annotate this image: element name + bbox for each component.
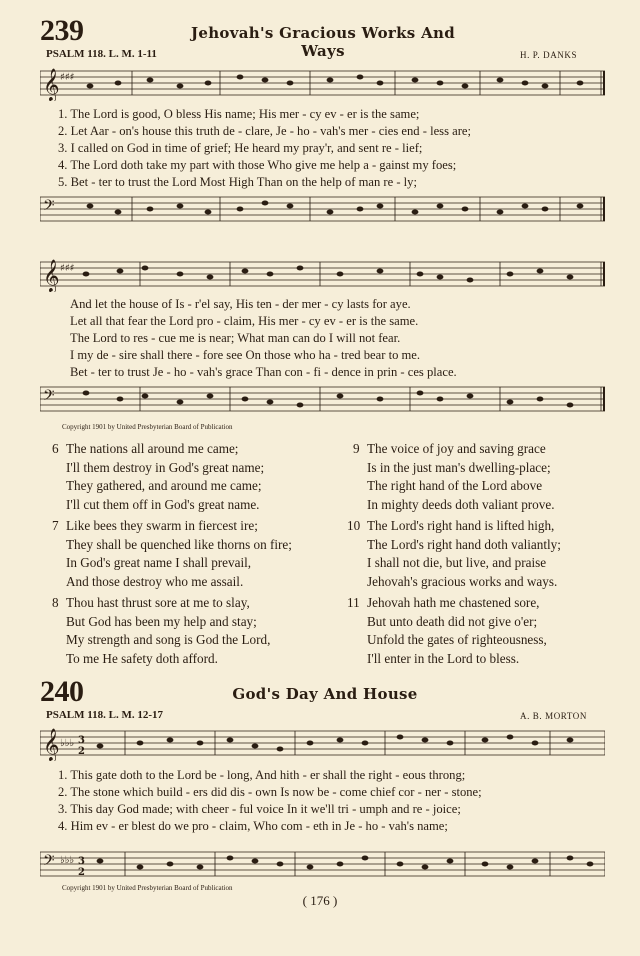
lyric-line: And let the house of Is - r'el say, His ten - der mer - cy lasts for aye. bbox=[70, 297, 411, 311]
svg-text:3: 3 bbox=[78, 735, 85, 746]
stanza-9 bbox=[353, 440, 555, 515]
svg-text:2: 2 bbox=[78, 867, 85, 878]
lyric-line: 4. The Lord doth take my part with those Who give me help a - gainst my foes; bbox=[58, 158, 457, 172]
stanza-line: They shall be quenched like thorns on fire; bbox=[66, 536, 292, 552]
page-number: ( 176 ) bbox=[302, 893, 338, 908]
svg-text:𝄞: 𝄞 bbox=[43, 728, 60, 761]
stanza-line: My strength and song is God the Lord, bbox=[66, 632, 271, 648]
composer-240: A. B. MORTON bbox=[520, 711, 588, 721]
lyric-line: 4. Him ev - er blest do we pro - claim, Who com - eth in Je - ho - vah's name; bbox=[58, 819, 448, 833]
svg-text:2: 2 bbox=[78, 746, 85, 757]
stanza-6 bbox=[52, 440, 265, 515]
psalm-meter-240: PSALM 118. L. M. 12-17 bbox=[46, 709, 164, 721]
stanza-line: But God has been my help and stay; bbox=[66, 613, 257, 629]
stanza-number: 10 bbox=[347, 518, 361, 533]
svg-text:𝄢: 𝄢 bbox=[43, 387, 55, 408]
treble-staff bbox=[40, 258, 605, 292]
svg-text:♭♭♭: ♭♭♭ bbox=[60, 738, 75, 749]
stanza-line: I shall not die, but live, and praise bbox=[367, 555, 547, 571]
lyric-line: Bet - ter to trust Je - ho - vah's grace Than con - fi - dence in prin - ces place. bbox=[70, 365, 457, 379]
stanza-line: The Lord's right hand doth valiantly; bbox=[367, 536, 561, 552]
stanza-10 bbox=[347, 517, 561, 592]
svg-text:♯♯♯: ♯♯♯ bbox=[60, 72, 75, 83]
svg-text:𝄞: 𝄞 bbox=[43, 68, 60, 101]
treble-staff bbox=[40, 727, 605, 761]
stanza-number: 9 bbox=[353, 441, 360, 456]
stanza-number: 7 bbox=[52, 518, 59, 533]
svg-text:♯♯♯: ♯♯♯ bbox=[60, 263, 75, 274]
svg-text:♭♭♭: ♭♭♭ bbox=[60, 855, 75, 866]
lyric-line: 3. I called on God in time of grief; He heard my pray'r, and sent re - lief; bbox=[58, 141, 423, 155]
treble-staff bbox=[40, 67, 605, 101]
lyric-line: 3. This day God made; with cheer - ful voice In it we'll tri - umph and re - joice; bbox=[58, 802, 461, 816]
hymn-title-240: God's Day And House bbox=[232, 685, 418, 703]
psalm-meter-239: PSALM 118. L. M. 1-11 bbox=[46, 48, 157, 60]
lyric-line: 2. The stone which build - ers did dis - own Is now be - come chief cor - ner - stone; bbox=[58, 785, 482, 799]
stanza-line: I'll cut them off in God's great name. bbox=[66, 497, 260, 513]
stanza-line: The Lord's right hand is lifted high, bbox=[367, 518, 555, 533]
stanza-7 bbox=[52, 517, 292, 592]
stanza-8 bbox=[52, 594, 271, 669]
stanza-11 bbox=[347, 594, 547, 669]
stanza-line: Like bees they swarm in fiercest ire; bbox=[66, 518, 258, 533]
stanza-line: But unto death did not give o'er; bbox=[367, 613, 538, 629]
stanza-line: Thou hast thrust sore at me to slay, bbox=[66, 595, 250, 610]
hymn-title-239: Jehovah's Gracious Works And Ways bbox=[190, 24, 455, 60]
lyric-line: The Lord to res - cue me is near; What man can do I will not fear. bbox=[70, 331, 401, 345]
hymn-number-240: 240 bbox=[40, 675, 84, 708]
lyric-line: 2. Let Aar - on's house this truth de - clare, Je - ho - vah's mer - cies end - less are; bbox=[58, 124, 472, 138]
stanza-line: I'll them destroy in God's great name; bbox=[66, 459, 265, 475]
stanza-line: Jehovah hath me chastened sore, bbox=[367, 595, 540, 610]
svg-text:3: 3 bbox=[78, 856, 85, 867]
lyric-line: 1. The Lord is good, O bless His name; His mer - cy ev - er is the same; bbox=[58, 107, 420, 121]
composer-239: H. P. DANKS bbox=[520, 50, 578, 60]
stanza-line: To me He safety doth afford. bbox=[66, 651, 218, 667]
stanza-line: They gathered, and around me came; bbox=[66, 478, 262, 494]
stanza-line: I'll enter in the Lord to bless. bbox=[367, 651, 520, 667]
stanza-line: Is in the just man's dwelling-place; bbox=[367, 459, 551, 475]
lyric-line: 5. Bet - ter to trust the Lord Most High Than on the help of man re - ly; bbox=[58, 175, 417, 189]
svg-text:𝄞: 𝄞 bbox=[43, 259, 60, 292]
stanza-line: The voice of joy and saving grace bbox=[367, 441, 546, 456]
hymn-number-239: 239 bbox=[40, 14, 84, 47]
bass-staff bbox=[40, 848, 605, 882]
copyright-240: Copyright 1901 by United Presbyterian Board of Publication bbox=[62, 884, 233, 892]
svg-text:𝄢: 𝄢 bbox=[43, 197, 55, 218]
copyright-239: Copyright 1901 by United Presbyterian Board of Publication bbox=[62, 423, 233, 431]
stanza-number: 8 bbox=[52, 595, 59, 610]
lyric-line: 1. This gate doth to the Lord be - long, And hith - er shall the right - eous throng; bbox=[58, 768, 466, 782]
bass-staff bbox=[40, 193, 605, 227]
svg-text:𝄢: 𝄢 bbox=[43, 852, 55, 873]
stanza-line: And those destroy who me assail. bbox=[66, 574, 244, 590]
stanza-number: 11 bbox=[347, 595, 360, 610]
stanza-line: The nations all around me came; bbox=[66, 441, 239, 456]
lyric-line: I my de - sire shall there - fore see On those who ha - tred bear to me. bbox=[70, 348, 421, 362]
stanza-number: 6 bbox=[52, 441, 59, 456]
stanza-line: In mighty deeds doth valiant prove. bbox=[367, 497, 555, 513]
stanza-line: In God's great name I shall prevail, bbox=[66, 555, 252, 571]
stanza-line: Unfold the gates of righteousness, bbox=[367, 632, 547, 648]
stanza-line: The right hand of the Lord above bbox=[367, 478, 543, 494]
stanza-line: Jehovah's gracious works and ways. bbox=[367, 574, 558, 590]
lyric-line: Let all that fear the Lord pro - claim, His mer - cy ev - er is the same. bbox=[70, 314, 419, 328]
bass-staff bbox=[40, 383, 605, 417]
